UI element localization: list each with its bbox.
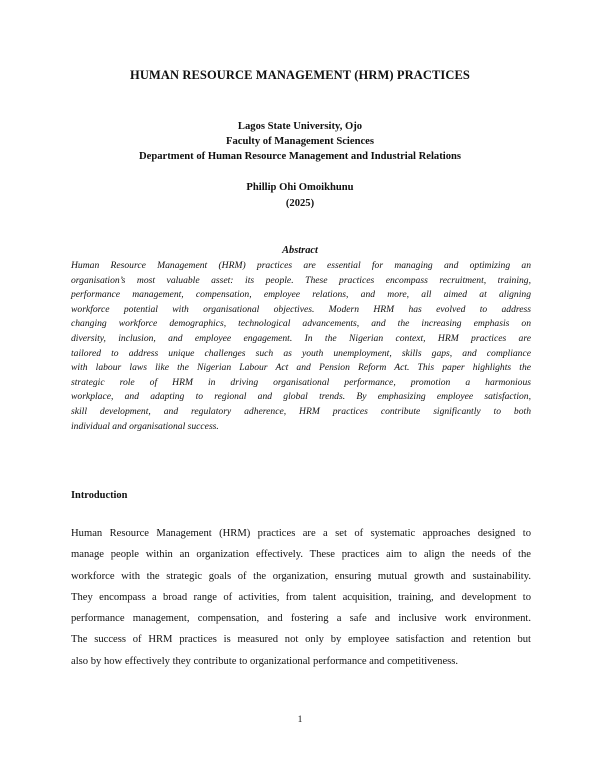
- abstract-line: diversity, inclusion, and employee engagement. In the Nigerian context, HRM practices are: [71, 332, 531, 344]
- affiliation-department: Department of Human Resource Management and Industrial Relations: [138, 151, 462, 162]
- introduction-line: Human Resource Management (HRM) practices are a set of systematic approaches designed to: [71, 528, 531, 539]
- abstract-line: organisation’s most valuable asset: its people. These practices encompass recruitment, training,: [71, 274, 531, 286]
- introduction-line: They encompass a broad range of activities, from talent acquisition, training, and development to: [71, 591, 531, 603]
- introduction-line: The success of HRM practices is measured not only by employee satisfaction and retention but: [71, 634, 531, 646]
- abstract-line: individual and organisational success.: [71, 420, 219, 432]
- affiliation-faculty: Faculty of Management Sciences: [226, 136, 374, 147]
- introduction-line: performance management, compensation, and fostering a safe and inclusive work environment.: [71, 613, 531, 625]
- abstract-line: skill development, and regulatory adherence, HRM practices contribute significantly to both: [71, 405, 531, 417]
- author-name: Phillip Ohi Omoikhunu: [246, 182, 354, 193]
- introduction-heading: Introduction: [71, 490, 128, 501]
- abstract-line: Human Resource Management (HRM) practices are essential for managing and optimizing an: [71, 260, 531, 271]
- abstract-line: tailored to address unique challenges such as youth unemployment, skills gaps, and compliance: [71, 347, 531, 359]
- abstract-line: workforce potential with organisational objectives. Modern HRM has evolved to address: [71, 303, 531, 315]
- introduction-body: [71, 523, 531, 672]
- abstract-body: [71, 259, 531, 434]
- publication-year: (2025): [285, 198, 315, 209]
- page-number: 1: [297, 714, 303, 725]
- introduction-line: workforce with the strategic goals of the organization, ensuring mutual growth and sustainability.: [71, 570, 531, 582]
- abstract-line: performance management, compensation, employee relations, and more, all aimed at aligning: [71, 289, 531, 301]
- abstract-line: workplace, and adapting to regional and global trends. By emphasizing employee satisfaction,: [71, 391, 531, 403]
- abstract-line: strategic role of HRM in driving organisational performance, promotion a harmonious: [71, 376, 531, 388]
- abstract-heading: Abstract: [282, 245, 318, 256]
- abstract-line: changing workforce demographics, technological advancements, and the increasing emphasis on: [71, 318, 531, 330]
- introduction-line: also by how effectively they contribute to organizational performance and competitiveness.: [71, 655, 459, 667]
- abstract-line: with labour laws like the Nigerian Labour Act and Pension Reform Act. This paper highlights the: [71, 362, 531, 374]
- paper-title: HUMAN RESOURCE MANAGEMENT (HRM) PRACTICES: [130, 68, 470, 82]
- affiliation-university: Lagos State University, Ojo: [237, 121, 363, 132]
- introduction-line: manage people within an organization effectively. These practices aim to align the needs of the: [71, 549, 531, 561]
